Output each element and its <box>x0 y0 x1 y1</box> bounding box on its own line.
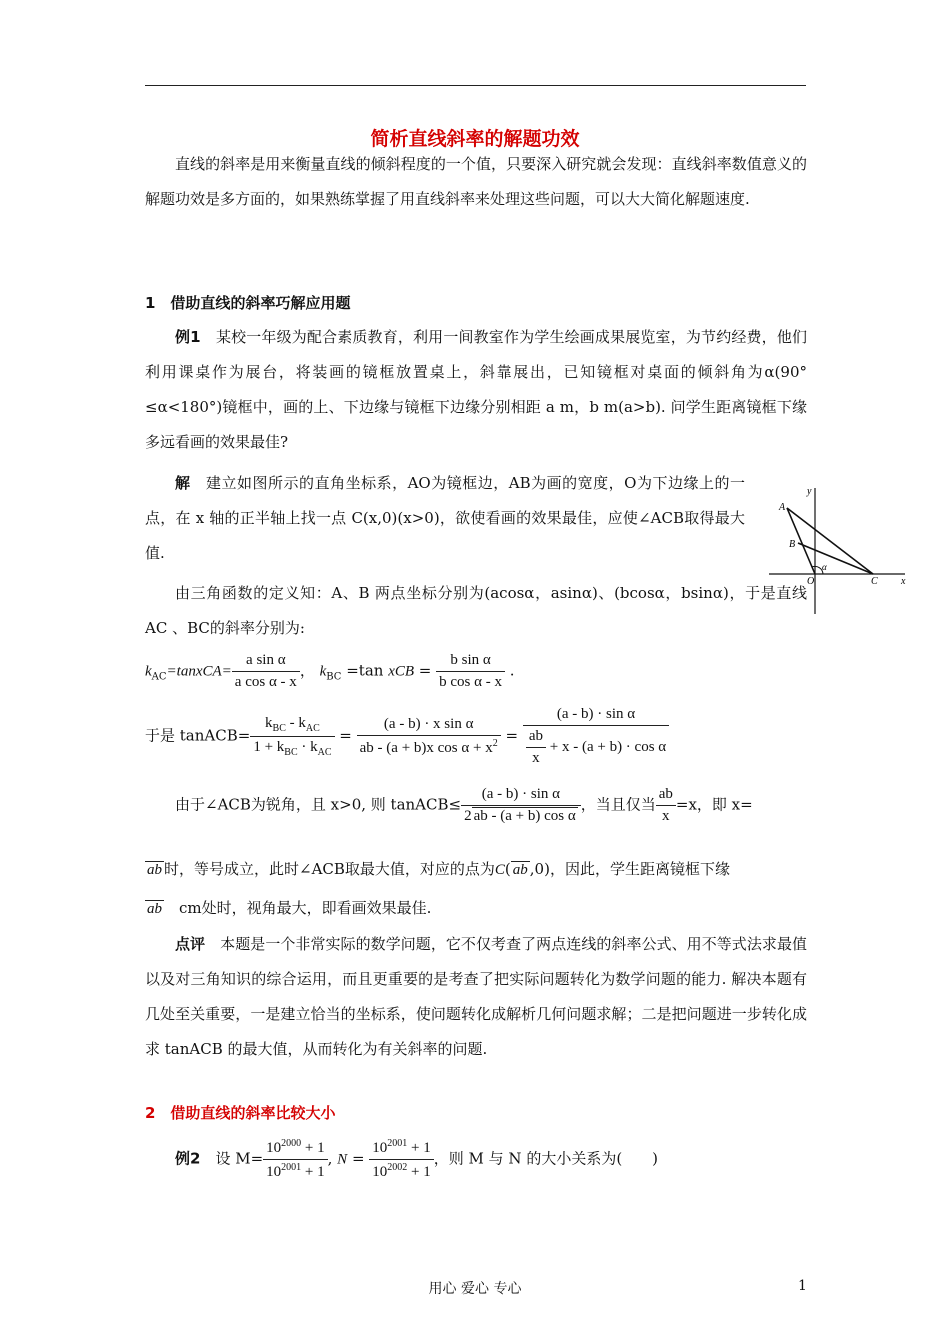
result-line-2: ab cm处时，视角最大，即看画效果最佳. <box>147 899 432 917</box>
inequality-end: =x，即 x= <box>675 795 753 814</box>
solution-paragraph <box>145 466 745 571</box>
example-2-suffix: ，则 M 与 N 的大小关系为( ) <box>433 1149 659 1168</box>
result-text-1b: ，因此，学生距离镜框下缘 <box>549 860 730 878</box>
slope-ac-expression: =tanxCA= <box>166 663 232 680</box>
comment-paragraph <box>145 927 807 1067</box>
slope-ac-fraction: $\frac{\text{a sin α}}{\text{a cos α - x}}$ <box>232 652 300 691</box>
slope-ac-symbol: k <box>145 663 152 680</box>
inequality-line: 由于∠ACB为锐角，且 x>0, 则 tanACB≤ $\frac{\text{(a - b) · sin α}}{\text{2 ab - (a + b) cos α}}$ ，当且仅当 $\frac{ab}{x}$ =x，即 x= <box>175 786 753 824</box>
slope-bc-fraction: $\frac{\text{b sin α}}{\text{b cos α - x}}$ <box>436 652 505 691</box>
example-1 <box>145 320 807 460</box>
example-2-label: 例2 <box>175 1149 201 1168</box>
intro-paragraph: 直线的斜率是用来衡量直线的倾斜程度的一个值，只要深入研究就会发现：直线斜率数值意义的解题功效是多方面的，如果熟练掌握了用直线斜率来处理这些问题，可以大大简化解题速度. <box>145 155 807 208</box>
slope-equation: $k_{AC}=tanxCA=$ $\frac{\text{a sin α}}{\text{a cos α - x}}$ ， $k_{BC} =\tan$ xCB = $\frac{\text{b sin α}}{\text{b cos α - x}}$ . <box>145 652 515 690</box>
tan-acb-prefix: 于是 tanACB= <box>145 726 251 745</box>
figure-label-c: C <box>871 576 878 587</box>
page-number: 1 <box>798 1278 807 1294</box>
comment-label: 点评 <box>175 935 206 953</box>
solution-label: 解 <box>175 474 191 492</box>
page-title: 简析直线斜率的解题功效 <box>370 128 580 150</box>
comment-text: 本题是一个非常实际的数学问题，它不仅考查了两点连线的斜率公式、用不等式法求最值以及对三角知识的综合运用，而且更重要的是考查了把实际问题转化为数学问题的能力. 解决本题有几处至关重要，一是建立恰当的坐标系，使问题转化成解析几何问题求解；二是把问题进一步转化成求 tanACB 的最大值，从而转化为有关斜率的问题. <box>145 935 807 1058</box>
header-rule <box>145 85 806 86</box>
example-1-label: 例1 <box>175 328 201 346</box>
result-line-1: ab 时，等号成立，此时∠ACB取最大值，对应的点为C( ab ,0)，因此，学生距离镜框下缘 <box>147 860 730 878</box>
example-1-text: 某校一年级为配合素质教育，利用一间教室作为学生绘画成果展览室，为节约经费，他们利用课桌作为展台，将装画的镜框放置桌上，斜靠展出，已知镜框对桌面的倾斜角为α(90° ≤α<180°)镜框中，画的上、下边缘与镜框下边缘分别相距 a m，b m(a>b). 问学生距离镜框下缘多远看画的效果最佳? <box>145 328 807 451</box>
result-text-2: cm处时，视角最大，即看画效果最佳. <box>179 899 432 917</box>
figure-label-a: A <box>779 502 786 513</box>
figure-label-y: y <box>807 486 812 497</box>
solution-text: 建立如图所示的直角坐标系，AO为镜框边，AB为画的宽度，O为下边缘上的一点，在 x 轴的正半轴上找一点 C(x,0)(x>0)，欲使看画的效果最佳，应使∠ACB取得最大值. <box>145 474 745 562</box>
definition-paragraph: 由三角函数的定义知：A、B 两点坐标分别为(acosα，asinα)、(bcosα，bsinα)，于是直线AC 、BC的斜率分别为: <box>145 584 807 637</box>
result-text-1: 时，等号成立，此时∠ACB取最大值，对应的点为 <box>164 860 495 878</box>
figure-label-b: B <box>789 539 796 550</box>
figure-label-alpha: α <box>822 562 827 572</box>
page-footer: 用心 爱心 专心 <box>428 1281 522 1297</box>
example-2-prefix: 设 M= <box>215 1149 264 1168</box>
figure-label-o: O <box>807 576 815 587</box>
inequality-prefix: 由于∠ACB为锐角，且 x>0, 则 tanACB≤ <box>175 795 462 814</box>
section-2-heading: 2 借助直线的斜率比较大小 <box>145 1104 336 1122</box>
example-2: 例2 设 M= $\frac{10^{2000} + 1}{10^{2001} + 1}$ , N = $\frac{10^{2001} + 1}{10^{2002} + 1}$ ，则 M 与 N 的大小关系为( ) <box>175 1138 659 1180</box>
inequality-suffix: ，当且仅当 <box>580 795 656 814</box>
section-1-heading: 1 借助直线的斜率巧解应用题 <box>145 294 351 312</box>
tan-acb-equation: 于是 tanACB= $\frac{k_{BC} - k_{AC}}{1 + k_{BC} \cdot k_{AC}}$ = $\frac{\text{(a - b) · x sin α}}{ab - (a + b)x \cos \alpha + x^2}$ = (a - b) · sin α $\frac{ab}{x}$ + x - (a + b) · cos α <box>145 706 669 767</box>
figure-label-x: x <box>901 576 906 587</box>
